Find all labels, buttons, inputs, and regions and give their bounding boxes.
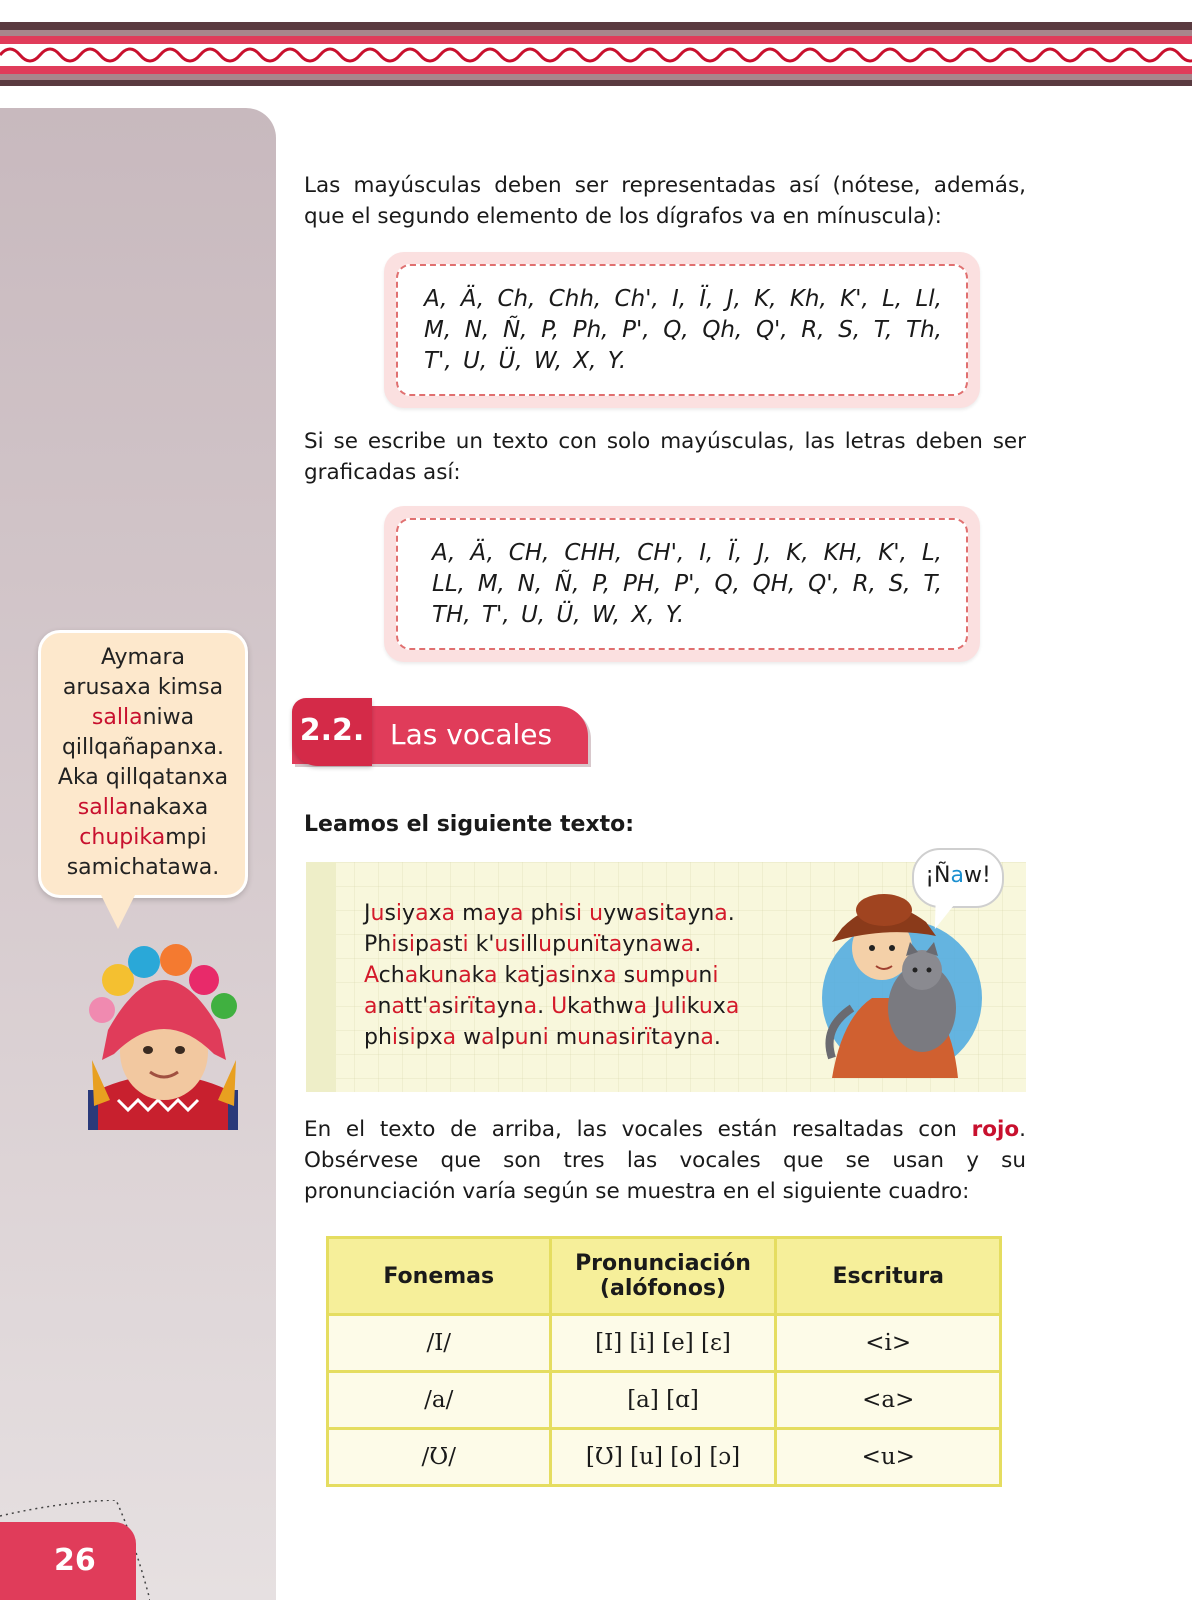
- bubble-highlight: salla: [91, 705, 143, 730]
- bubble-highlight: chupika: [79, 825, 166, 850]
- table-header: Escritura: [776, 1238, 1001, 1315]
- table-row: [328, 1315, 1001, 1372]
- explanation-text: En el texto de arriba, las vocales están resaltadas con: [304, 1117, 972, 1142]
- table-cell: /a/: [328, 1372, 551, 1429]
- bubble-line: [41, 793, 245, 823]
- bubble-highlight: salla: [77, 795, 129, 820]
- reading-line: anatt'asirïtayna. Ukathwa Julikuxa: [364, 994, 740, 1019]
- reading-line: phisipxa walpuni munasirïtayna.: [364, 1025, 721, 1050]
- reading-line: Phisipasti k'usillupunïtaynawa.: [364, 932, 702, 957]
- boy-illustration: [78, 940, 250, 1130]
- bubble-tail: [100, 893, 136, 929]
- page-number: 26: [0, 1522, 136, 1600]
- naw-text: ¡Ñ: [925, 863, 951, 888]
- reading-line: Achakunaka katjasinxa sumpuni: [364, 963, 719, 988]
- table-cell: <u>: [776, 1429, 1001, 1486]
- intro-uppercase-paragraph: Las mayúsculas deben ser representadas así (nótese, además, que el segundo elemento de los dígrafos va en mínuscula):: [304, 173, 1026, 229]
- table-header: Pronunciación (alófonos): [550, 1238, 776, 1315]
- bubble-line: Aymara: [100, 645, 185, 670]
- table-cell: [Ʊ] [u] [o] [ɔ]: [550, 1429, 776, 1486]
- table-cell: /I/: [328, 1315, 551, 1372]
- allcaps-letters-text: A, Ä, CH, CHH, CH', I, Ï, J, K, KH, K', L, LL, M, N, Ñ, P, PH, P', Q, QH, Q', R, S, T, TH, T', U, Ü, W, X, Y.: [396, 518, 968, 650]
- table-cell: <a>: [776, 1372, 1001, 1429]
- table-row: [328, 1429, 1001, 1486]
- bubble-line: qillqañapanxa.: [61, 735, 225, 760]
- sidebar-speech-bubble: [38, 630, 248, 898]
- bubble-line: [41, 823, 245, 853]
- bubble-line: arusaxa kimsa: [62, 675, 224, 700]
- bubble-line: Aka qillqatanxa: [57, 765, 229, 790]
- explanation-highlight: rojo: [971, 1117, 1020, 1142]
- bubble-text: nakaxa: [128, 795, 209, 820]
- bubble-line: samichatawa.: [66, 855, 220, 880]
- allcaps-letters-box: [384, 506, 980, 662]
- uppercase-letters-text: A, Ä, Ch, Chh, Ch', I, Ï, J, K, Kh, K', L, Ll, M, N, Ñ, P, Ph, P', Q, Qh, Q', R, S, T, Th, T', U, Ü, W, X, Y.: [396, 264, 968, 396]
- naw-text: w!: [963, 863, 991, 888]
- exclamation-speech-bubble: [912, 848, 1004, 908]
- section-number: 2.2.: [292, 698, 372, 766]
- table-header: Fonemas: [328, 1238, 551, 1315]
- section-title: Las vocales: [390, 718, 553, 751]
- bubble-line: [41, 703, 245, 733]
- reading-text: [364, 898, 804, 1053]
- reading-line: Jusiyaxa maya phisi uywasitayna.: [364, 901, 735, 926]
- uppercase-letters-box: [384, 252, 980, 408]
- bubble-text: mpi: [165, 825, 207, 850]
- decorative-header-band: [0, 22, 1192, 86]
- table-row: [328, 1372, 1001, 1429]
- bubble-text: niwa: [142, 705, 195, 730]
- table-cell: [I] [i] [e] [ɛ]: [550, 1315, 776, 1372]
- table-header-row: [328, 1238, 1001, 1315]
- phoneme-table: [326, 1236, 1002, 1487]
- intro-allcaps-paragraph: Si se escribe un texto con solo mayúsculas, las letras deben ser graficadas así:: [304, 429, 1026, 485]
- naw-vowel: a: [950, 863, 964, 888]
- reading-subheading: Leamos el siguiente texto:: [304, 812, 635, 837]
- reading-panel-edge: [306, 862, 336, 1092]
- explanation-paragraph: [304, 1114, 1026, 1207]
- kid-with-cat-illustration: [792, 878, 988, 1084]
- table-cell: <i>: [776, 1315, 1001, 1372]
- explanation-text: . Obsérvese que son tres las vocales que se usan y su pronunciación varía según se muestra en el siguiente cuadro:: [304, 1117, 1026, 1204]
- table-cell: /Ʊ/: [328, 1429, 551, 1486]
- table-cell: [a] [ɑ]: [550, 1372, 776, 1429]
